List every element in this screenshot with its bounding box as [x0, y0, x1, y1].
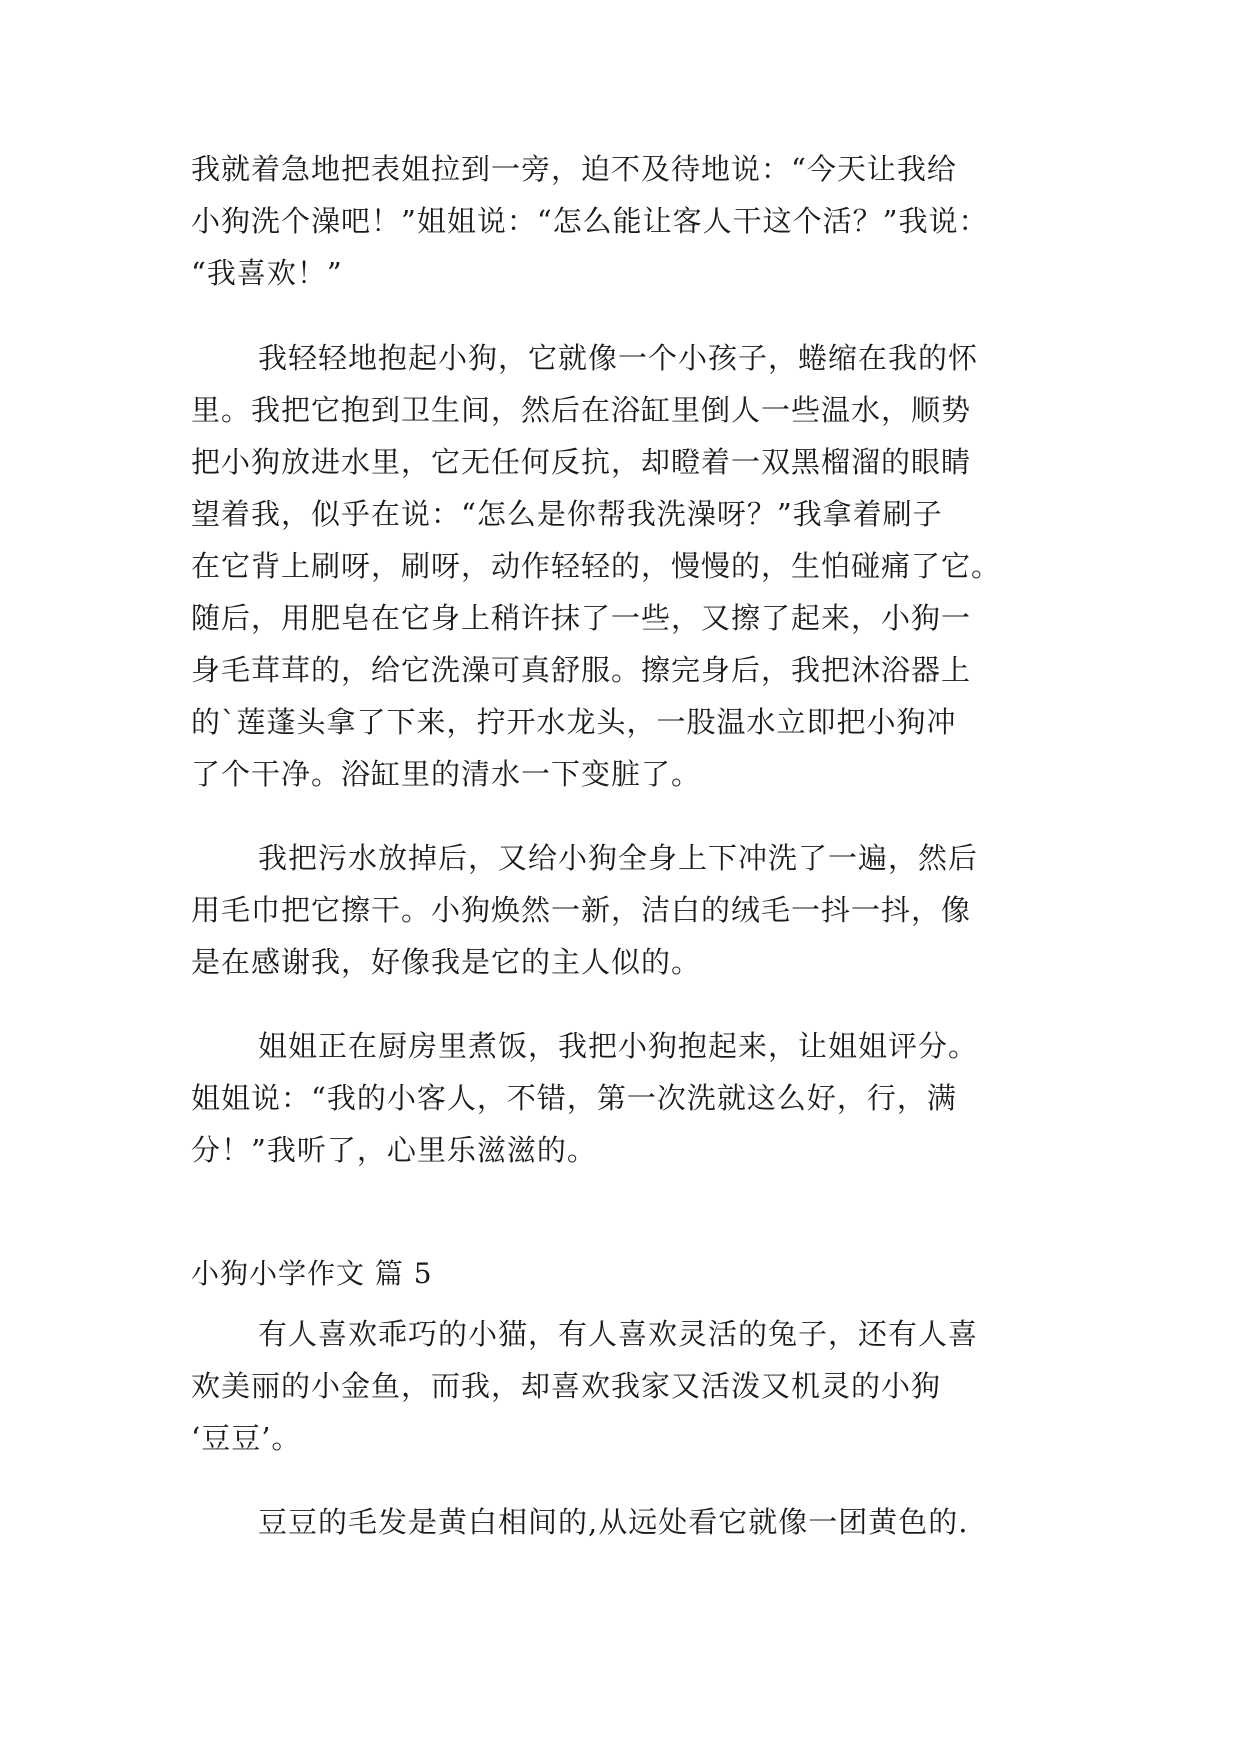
- text-line: 把小狗放进水里，它无任何反抗，却瞪着一双黑榴溜的眼睛: [191, 445, 972, 479]
- text-line: 我轻轻地抱起小狗，它就像一个小孩子，蜷缩在我的怀: [258, 341, 979, 375]
- text-line: 用毛巾把它擦干。小狗焕然一新，洁白的绒毛一抖一抖，像: [191, 893, 972, 927]
- text-line: 里。我把它抱到卫生间，然后在浴缸里倒人一些温水，顺势: [191, 393, 972, 427]
- text-line: 有人喜欢乖巧的小猫，有人喜欢灵活的兔子，还有人喜: [258, 1317, 979, 1351]
- text-line: 分！”我听了，心里乐滋滋的。: [191, 1133, 597, 1167]
- text-line: “我喜欢！”: [191, 256, 343, 290]
- text-line: 姐姐说：“我的小客人，不错，第一次洗就这么好，行，满: [191, 1081, 957, 1115]
- text-line: 望着我，似乎在说：“怎么是你帮我洗澡呀？”我拿着刷子: [191, 497, 943, 531]
- text-line: 姐姐正在厨房里煮饭，我把小狗抱起来，让姐姐评分。: [258, 1029, 979, 1063]
- text-line: 身毛茸茸的，给它洗澡可真舒服。擦完身后，我把沐浴器上: [191, 653, 972, 687]
- text-line: 了个干净。浴缸里的清水一下变脏了。: [191, 757, 702, 791]
- text-line: 我把污水放掉后，又给小狗全身上下冲洗了一遍，然后: [258, 841, 979, 875]
- text-line: 在它背上刷呀，刷呀，动作轻轻的，慢慢的，生怕碰痛了它。: [191, 549, 1002, 583]
- text-line: 豆豆的毛发是黄白相间的,从远处看它就像一团黄色的.: [258, 1505, 969, 1539]
- section-heading: 小狗小学作文 篇 5: [191, 1257, 433, 1290]
- text-line: 我就着急地把表姐拉到一旁，迫不及待地说：“今天让我给: [191, 152, 957, 186]
- text-line: 欢美丽的小金鱼，而我，却喜欢我家又活泼又机灵的小狗: [191, 1369, 942, 1403]
- text-line: 小狗洗个澡吧！”姐姐说：“怎么能让客人干这个活？”我说：: [191, 204, 989, 238]
- text-line: ‘豆豆’。: [191, 1421, 302, 1455]
- text-line: 是在感谢我，好像我是它的主人似的。: [191, 945, 702, 979]
- text-line: 随后，用肥皂在它身上稍许抹了一些，又擦了起来，小狗一: [191, 601, 972, 635]
- text-line: 的`莲蓬头拿了下来，拧开水龙头，一股温水立即把小狗冲: [191, 705, 957, 739]
